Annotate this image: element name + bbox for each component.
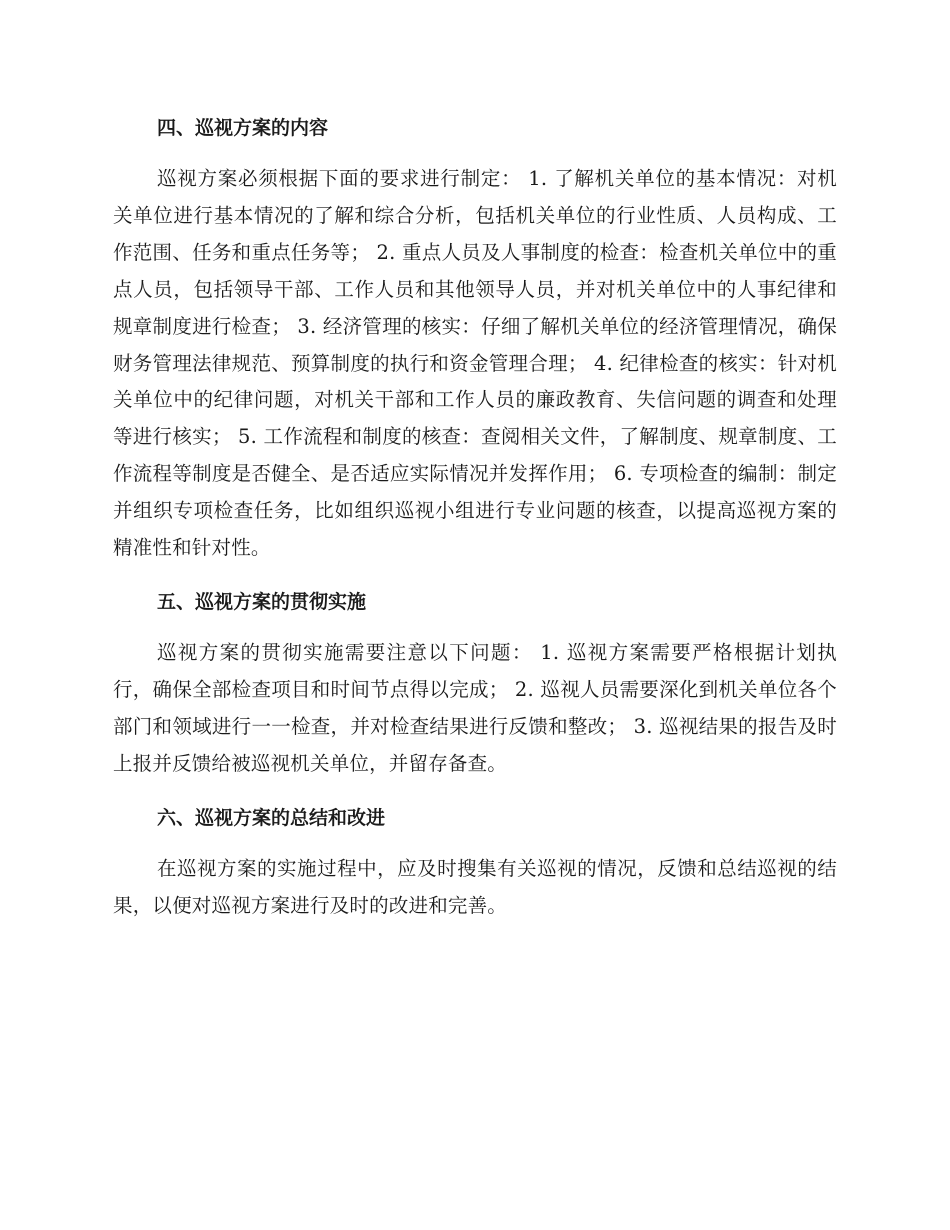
section-heading-5: 五、巡视方案的贯彻实施 xyxy=(157,590,367,613)
section-paragraph-4: 巡视方案必须根据下面的要求进行制定： 1. 了解机关单位的基本情况：对机关单位进行基本情况的了解和综合分析，包括机关单位的行业性质、人员构成、工作范围、任务和重点任务等； 2. 重点人员及人事制度的检查：检查机关单位中的重点人员，包括领导干部、工作人员和其他领导人员，并对机关单位中的人事纪律和规章制度进行检查； 3. 经济管理的核实：仔细了解机关单位的经济管理情况，确保财务管理法律规范、预算制度的执行和资金管理合理； 4. 纪律检查的核实：针对机关单位中的纪律问题，对机关干部和工作人员的廉政教育、失信问题的调查和处理等进行核实； 5. 工作流程和制度的核查：查阅相关文件，了解制度、规章制度、工作流程等制度是否健全、是否适应实际情况并发挥作用； 6. 专项检查的编制：制定并组织专项检查任务，比如组织巡视小组进行专业问题的核查，以提高巡视方案的精准性和针对性。 xyxy=(113,167,837,560)
document-body xyxy=(113,110,837,924)
section-paragraph-6: 在巡视方案的实施过程中，应及时搜集有关巡视的情况，反馈和总结巡视的结果，以便对巡视方案进行及时的改进和完善。 xyxy=(113,856,837,917)
section-paragraph-5: 巡视方案的贯彻实施需要注意以下问题： 1. 巡视方案需要严格根据计划执行，确保全部检查项目和时间节点得以完成； 2. 巡视人员需要深化到机关单位各个部门和领域进行一一检查，并对检查结果进行反馈和整改； 3. 巡视结果的报告及时上报并反馈给被巡视机关单位，并留存备查。 xyxy=(113,640,837,775)
section-heading-4: 四、巡视方案的内容 xyxy=(157,117,329,139)
section-heading-6: 六、巡视方案的总结和改进 xyxy=(157,806,386,829)
